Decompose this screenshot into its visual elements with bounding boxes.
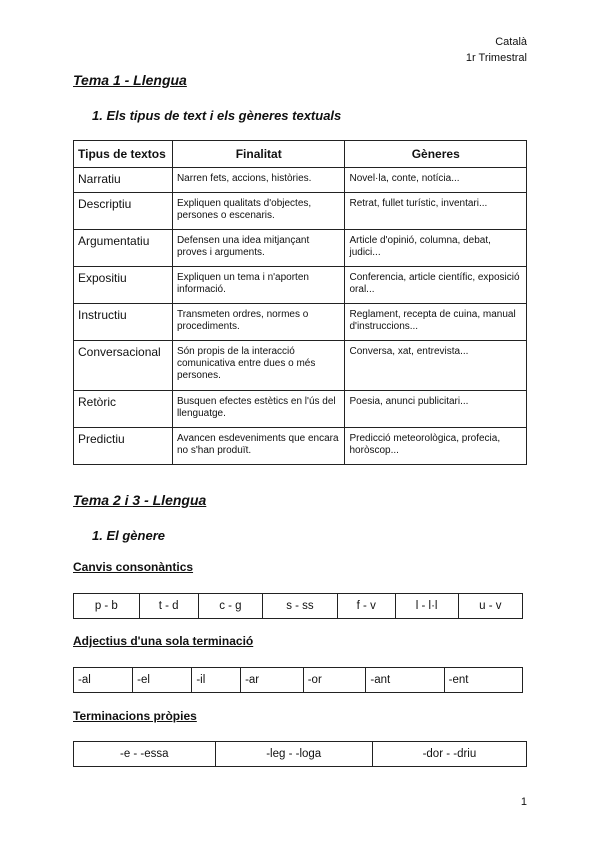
tema1-section-title: 1. Els tipus de text i els gèneres textuals [92, 108, 342, 123]
type-cell: Conversacional [74, 341, 173, 391]
text-types-table [73, 140, 527, 465]
genres-cell: Poesia, anunci publicitari... [345, 391, 527, 428]
table-row [74, 267, 527, 304]
terminacions-table [73, 741, 527, 767]
genres-cell: Reglament, recepta de cuina, manual d'instruccions... [345, 304, 527, 341]
type-cell: Descriptiu [74, 193, 173, 230]
adjectius-cell: -ar [241, 668, 304, 693]
genres-cell: Article d'opinió, columna, debat, judici... [345, 230, 527, 267]
adjectius-cell: -il [192, 668, 241, 693]
table-row [74, 668, 523, 693]
purpose-cell: Avancen esdeveniments que encara no s'han produït. [172, 428, 345, 465]
canvis-table [73, 593, 523, 619]
canvis-cell: p - b [74, 594, 140, 619]
table-row [74, 391, 527, 428]
type-cell: Retòric [74, 391, 173, 428]
genres-cell: Predicció meteorològica, profecia, horòscop... [345, 428, 527, 465]
genres-cell: Retrat, fullet turístic, inventari... [345, 193, 527, 230]
canvis-cell: u - v [458, 594, 522, 619]
adjectius-table [73, 667, 523, 693]
table-row [74, 193, 527, 230]
purpose-cell: Defensen una idea mitjançant proves i arguments. [172, 230, 345, 267]
header-type: Tipus de textos [74, 141, 173, 168]
subject-label: Català [495, 36, 527, 48]
purpose-cell: Transmeten ordres, normes o procediments. [172, 304, 345, 341]
canvis-cell: t - d [139, 594, 198, 619]
table-row [74, 230, 527, 267]
type-cell: Instructiu [74, 304, 173, 341]
page-number: 1 [520, 796, 527, 808]
canvis-cell: l - l·l [395, 594, 458, 619]
purpose-cell: Són propis de la interacció comunicativa entre dues o més persones. [172, 341, 345, 391]
table-row [74, 428, 527, 465]
purpose-cell: Expliquen qualitats d'objectes, persones o escenaris. [172, 193, 345, 230]
tema1-title: Tema 1 - Llengua [73, 72, 187, 88]
adjectius-cell: -or [303, 668, 366, 693]
adjectius-cell: -el [133, 668, 192, 693]
canvis-cell: f - v [337, 594, 395, 619]
adjectius-title: Adjectius d'una sola terminació [73, 634, 254, 648]
table-row [74, 304, 527, 341]
type-cell: Argumentatiu [74, 230, 173, 267]
type-cell: Expositiu [74, 267, 173, 304]
terminacions-cell: -e - -essa [74, 742, 216, 767]
purpose-cell: Busquen efectes estètics en l'ús del llenguatge. [172, 391, 345, 428]
adjectius-cell: -ant [366, 668, 444, 693]
terminacions-cell: -leg - -loga [215, 742, 372, 767]
tema2-section-title: 1. El gènere [92, 528, 165, 543]
genres-cell: Conversa, xat, entrevista... [345, 341, 527, 391]
table-row [74, 594, 523, 619]
canvis-title: Canvis consonàntics [73, 560, 194, 574]
canvis-cell: c - g [198, 594, 262, 619]
adjectius-cell: -ent [444, 668, 522, 693]
type-cell: Predictiu [74, 428, 173, 465]
table-row [74, 341, 527, 391]
header-purpose: Finalitat [172, 141, 345, 168]
tema2-title: Tema 2 i 3 - Llengua [73, 492, 207, 508]
terminacions-title: Terminacions pròpies [73, 709, 197, 723]
adjectius-cell: -al [74, 668, 133, 693]
canvis-cell: s - ss [263, 594, 338, 619]
table-row [74, 168, 527, 193]
page-header [466, 34, 527, 66]
terminacions-cell: -dor - -driu [372, 742, 526, 767]
header-genres: Gèneres [345, 141, 527, 168]
type-cell: Narratiu [74, 168, 173, 193]
table-row [74, 742, 527, 767]
term-label: 1r Trimestral [465, 52, 527, 64]
table-header-row [74, 141, 527, 168]
genres-cell: Novel·la, conte, notícia... [345, 168, 527, 193]
purpose-cell: Narren fets, accions, històries. [172, 168, 345, 193]
purpose-cell: Expliquen un tema i n'aporten informació. [172, 267, 345, 304]
genres-cell: Conferencia, article científic, exposició oral... [345, 267, 527, 304]
